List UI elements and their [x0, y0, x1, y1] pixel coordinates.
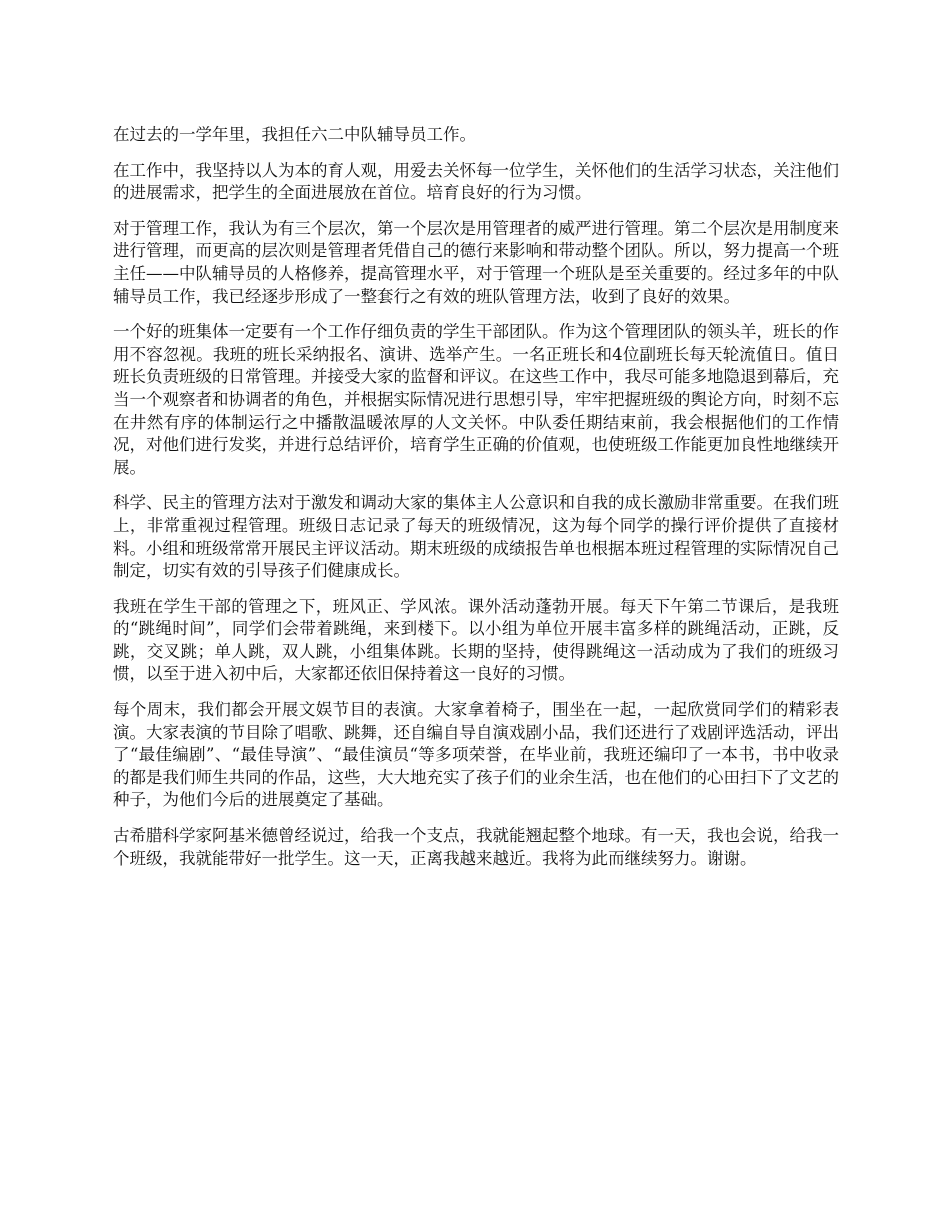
paragraph-4: 一个好的班集体一定要有一个工作仔细负责的学生干部团队。作为这个管理团队的领头羊，班长的作用不容忽视。我班的班长采纳报名、演讲、选举产生。一名正班长和4位副班长每天轮流值日。值日班长负责班级的日常管理。并接受大家的监督和评议。在这些工作中，我尽可能多地隐退到幕后，充当一个观察者和协调者的角色，并根据实际情况进行思想引导，牢牢把握班级的舆论方向，时刻不忘在井然有序的体制运行之中播散温暖浓厚的人文关怀。中队委任期结束前，我会根据他们的工作情况，对他们进行发奖，并进行总结评价，培育学生正确的价值观，也使班级工作能更加良性地继续开展。: [113, 322, 839, 477]
paragraph-1: 在过去的一学年里，我担任六二中队辅导员工作。: [113, 125, 476, 144]
paragraph-2: 在工作中，我坚持以人为本的育人观，用爱去关怀每一位学生，关怀他们的生活学习状态，关注他们的进展需求，把学生的全面进展放在首位。培育良好的行为习惯。: [113, 160, 839, 203]
paragraph-6: 我班在学生干部的管理之下，班风正、学风浓。课外活动蓬勃开展。每天下午第二节课后，是我班的“跳绳时间”，同学们会带着跳绳，来到楼下。以小组为单位开展丰富多样的跳绳活动，正跳，反跳，交叉跳；单人跳，双人跳，小组集体跳。长期的坚持，使得跳绳这一活动成为了我们的班级习惯，以至于进入初中后，大家都还依旧保持着这一良好的习惯。: [113, 596, 839, 684]
paragraph-8: 古希腊科学家阿基米德曾经说过，给我一个支点，我就能翘起整个地球。有一天，我也会说，给我一个班级，我就能带好一批学生。这一天，正离我越来越近。我将为此而继续努力。谢谢。: [113, 826, 839, 868]
document-body: [113, 124, 839, 883]
paragraph-7: 每个周末，我们都会开展文娱节目的表演。大家拿着椅子，围坐在一起，一起欣赏同学们的精彩表演。大家表演的节目除了唱歌、跳舞，还自编自导自演戏剧小品，我们还进行了戏剧评选活动，评出了“最佳编剧”、“最佳导演”、“最佳演员“等多项荣誉，在毕业前，我班还编印了一本书，书中收录的都是我们师生共同的作品，这些，大大地充实了孩子们的业余生活，也在他们的心田扫下了文艺的种子，为他们今后的进展奠定了基础。: [113, 700, 839, 810]
paragraph-3: 对于管理工作，我认为有三个层次，第一个层次是用管理者的威严进行管理。第二个层次是用制度来进行管理，而更高的层次则是管理者凭借自己的德行来影响和带动整个团队。所以，努力提高一个班主任——中队辅导员的人格修养，提高管理水平，对于管理一个班队是至关重要的。经过多年的中队辅导员工作，我已经逐步形成了一整套行之有效的班队管理方法，收到了良好的效果。: [113, 218, 839, 306]
paragraph-5: 科学、民主的管理方法对于激发和调动大家的集体主人公意识和自我的成长激励非常重要。在我们班上，非常重视过程管理。班级日志记录了每天的班级情况，这为每个同学的操行评价提供了直接材料。小组和班级常常开展民主评议活动。期末班级的成绩报告单也根据本班过程管理的实际情况自己制定，切实有效的引导孩子们健康成长。: [113, 493, 839, 581]
